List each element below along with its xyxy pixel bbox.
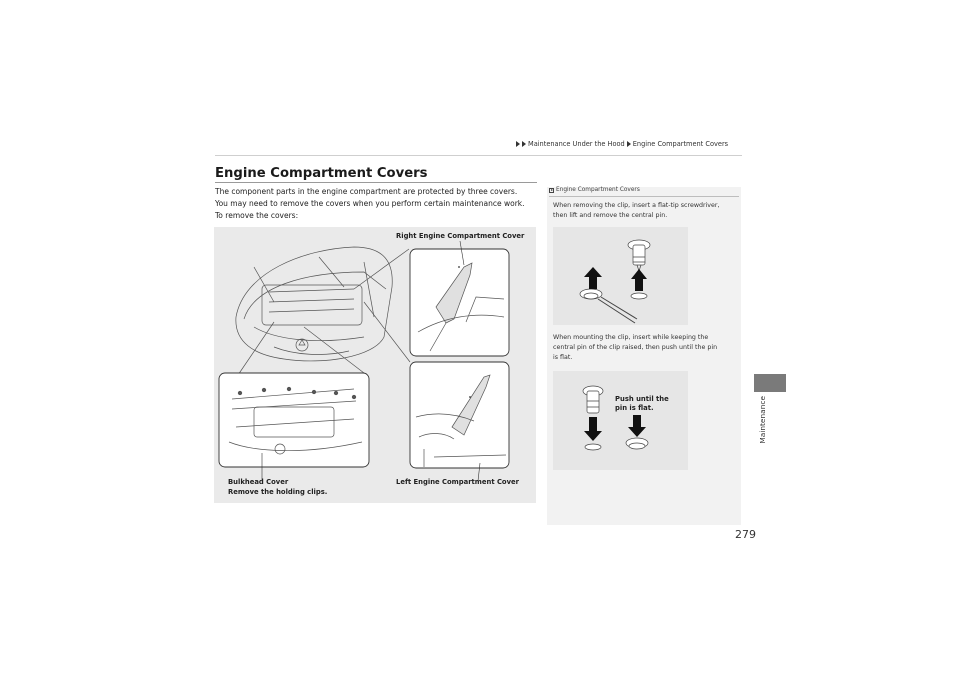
- note-heading-text: Engine Compartment Covers: [556, 187, 640, 193]
- page-title: Engine Compartment Covers: [215, 166, 428, 181]
- clip-mounting-figure: [553, 371, 688, 470]
- note-divider: [549, 196, 739, 197]
- header-divider: [215, 155, 742, 156]
- arrow-up-icon: [584, 267, 602, 289]
- note-reference-icon: [549, 188, 554, 193]
- breadcrumb-arrow-icon: [516, 141, 520, 147]
- note-text-line: is flat.: [553, 354, 573, 361]
- section-tab-label[interactable]: Maintenance: [758, 396, 767, 444]
- label-bulkhead-cover: Bulkhead Cover: [228, 478, 289, 486]
- clip-removal-figure: [553, 227, 688, 325]
- section-tab-marker: [754, 374, 786, 392]
- arrow-down-icon: [628, 415, 646, 437]
- clip-removal-drawing: [553, 227, 688, 325]
- body-text-line: To remove the covers:: [215, 211, 299, 220]
- label-push-until-flat: pin is flat.: [615, 404, 654, 412]
- breadcrumb-arrow-icon: [522, 141, 526, 147]
- note-text-line: then lift and remove the central pin.: [553, 212, 668, 219]
- breadcrumb-arrow-icon: [627, 141, 631, 147]
- title-underline: [215, 182, 537, 183]
- breadcrumb-section[interactable]: Maintenance Under the Hood: [528, 140, 625, 148]
- breadcrumb-current: Engine Compartment Covers: [632, 140, 729, 148]
- note-heading: [549, 187, 640, 193]
- engine-compartment-illustration: [214, 227, 536, 503]
- note-text-line: central pin of the clip raised, then push until the pin: [553, 344, 718, 351]
- body-text-line: You may need to remove the covers when you perform certain maintenance work.: [215, 199, 525, 208]
- label-push-until-flat: Push until the: [615, 395, 669, 403]
- page-number: 279: [735, 528, 756, 541]
- arrow-down-icon: [584, 417, 602, 441]
- engine-illustration-drawing: [214, 227, 536, 503]
- arrow-up-icon: [631, 269, 647, 291]
- label-right-engine-compartment-cover: Right Engine Compartment Cover: [396, 232, 525, 240]
- label-bulkhead-instruction: Remove the holding clips.: [228, 488, 328, 496]
- body-text-line: The component parts in the engine compartment are protected by three covers.: [215, 187, 518, 196]
- note-text-line: When mounting the clip, insert while keeping the: [553, 334, 709, 341]
- note-text-line: When removing the clip, insert a flat-tip screwdriver,: [553, 202, 720, 209]
- breadcrumb: [516, 140, 728, 148]
- label-left-engine-compartment-cover: Left Engine Compartment Cover: [396, 478, 519, 486]
- clip-mounting-drawing: [553, 371, 688, 470]
